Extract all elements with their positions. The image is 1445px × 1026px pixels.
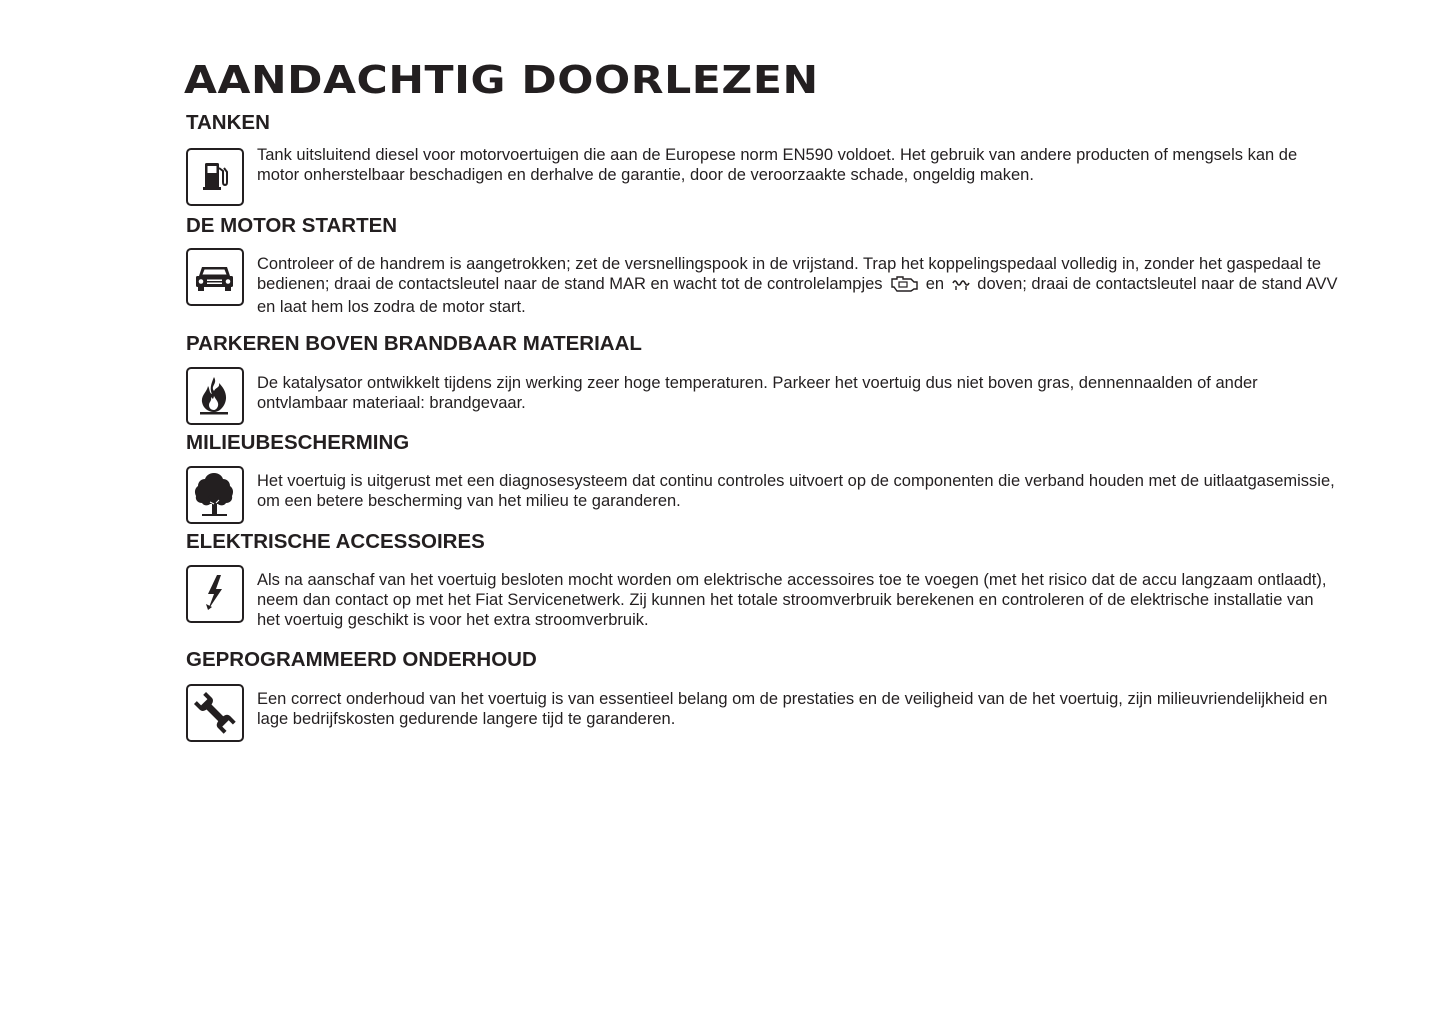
section-heading-milieubescherming: MILIEUBESCHERMING [186, 431, 410, 454]
section-heading-onderhoud: GEPROGRAMMEERD ONDERHOUD [186, 648, 537, 671]
glow-plug-icon [951, 277, 971, 297]
flame-icon [186, 367, 244, 425]
fuel-pump-icon [186, 148, 244, 206]
section-body-motor-starten [257, 254, 1339, 317]
motor-starten-text-and: en [925, 275, 945, 293]
tree-icon [186, 466, 244, 524]
page-title: AANDACHTIG DOORLEZEN [184, 58, 819, 102]
lightning-bolt-icon [186, 565, 244, 623]
motor-starten-text-part1: Controleer of de handrem is aangetrokken; zet de versnellingspook in de vrijstand. Trap het koppelingspedaal volledig in, zonder het gaspedaal te bedienen; draai de contactsleutel naar de stand MAR en wacht tot de controlelampjes [257, 255, 1322, 293]
engine-check-warning-icon [889, 274, 919, 297]
section-heading-elektrische-accessoires: ELEKTRISCHE ACCESSOIRES [186, 530, 485, 553]
section-heading-tanken: TANKEN [186, 111, 270, 134]
section-body-parkeren: De katalysator ontwikkelt tijdens zijn werking zeer hoge temperaturen. Parkeer het voertuig dus niet boven gras, dennennaalden of ander ontvlambaar materiaal: brandgevaar. [257, 374, 1258, 412]
section-body-onderhoud: Een correct onderhoud van het voertuig is van essentieel belang om de prestaties en de veiligheid van de het voertuig, zijn milieuvriendelijkheid en lage bedrijfskosten gedurende langere tijd te garanderen. [257, 690, 1328, 728]
section-body-elektrische-accessoires: Als na aanschaf van het voertuig besloten mocht worden om elektrische accessoires toe te voegen (met het risico dat de accu langzaam ontlaadt), neem dan contact op met het Fiat Servicenetwerk. Zij kunnen het totale stroomverbruik berekenen en controleren of de elektrische installatie van het voertuig geschikt is voor het extra stroomverbruik. [257, 571, 1327, 629]
car-front-icon [186, 248, 244, 306]
section-heading-parkeren: PARKEREN BOVEN BRANDBAAR MATERIAAL [186, 332, 642, 355]
section-heading-motor-starten: DE MOTOR STARTEN [186, 214, 398, 237]
motor-starten-text-part2: doven; draai de contactsleutel naar de stand AVV en laat hem los zodra de motor start. [257, 275, 1338, 316]
section-body-milieubescherming: Het voertuig is uitgerust met een diagnosesysteem dat continu controles uitvoert op de componenten die verband houden met de uitlaatgasemissie, om een betere bescherming van het milieu te garanderen. [257, 472, 1335, 510]
section-body-tanken: Tank uitsluitend diesel voor motorvoertuigen die aan de Europese norm EN590 voldoet. Het gebruik van andere producten of mengsels kan de motor onherstelbaar beschadigen en derhalve de garantie, door de veroorzaakte schade, ongeldig maken. [257, 146, 1298, 184]
wrench-icon [186, 684, 244, 742]
